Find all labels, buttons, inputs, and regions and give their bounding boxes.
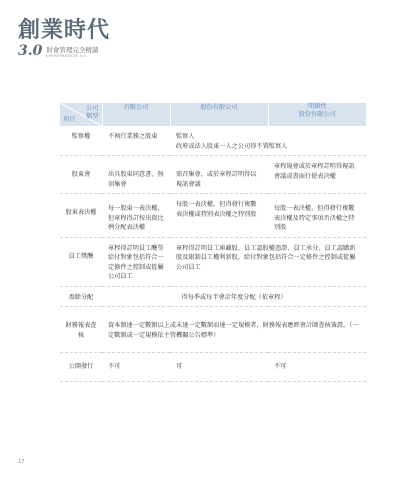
page-number: 17 bbox=[18, 459, 25, 465]
row-label: 員工獎酬 bbox=[60, 237, 102, 286]
row-label: 財務報表查核 bbox=[60, 307, 102, 353]
table-cell: 每股一表決權，但得發行複數表決權或特別表決權之特別股 bbox=[170, 194, 268, 238]
subtitle-row bbox=[18, 44, 110, 59]
table-cell: 不可 bbox=[102, 353, 170, 382]
table-row-public-offering bbox=[60, 353, 366, 382]
page-header bbox=[18, 18, 110, 59]
corner-cell bbox=[60, 103, 102, 126]
table-row-audit bbox=[60, 307, 366, 353]
table-row-voting-rights bbox=[60, 194, 366, 238]
version-number: 3.0 bbox=[18, 43, 43, 59]
table-cell: 不執行業務之股東 bbox=[102, 126, 170, 156]
table-cell: 得每季或每半會計年度分配（依章程） bbox=[102, 286, 366, 307]
company-comparison-table bbox=[60, 103, 366, 382]
table-row-employee-compensation bbox=[60, 237, 366, 286]
table-cell: 資本額達一定數額以上或未達一定數額而達一定規模者，財務報表應經會計師查核簽證。（一定數額或一定規模依主管機關公告標準） bbox=[102, 307, 366, 353]
row-label: 盈餘分配 bbox=[60, 286, 102, 307]
table-cell: 監察人 政府或法人股東一人之公司得不置監察人 bbox=[170, 126, 366, 156]
table-row-dividend bbox=[60, 286, 366, 307]
row-label: 股東表決權 bbox=[60, 194, 102, 238]
table-header-row bbox=[60, 103, 366, 126]
table-cell: 章程得訂明員工酬勞給付對象包括符合一定條件之控制或從屬公司員工 bbox=[102, 237, 170, 286]
table-row-shareholder-meeting bbox=[60, 156, 366, 194]
table-cell: 每股一表決權，但得發行複數表決權及特定事項否決權之特別股 bbox=[268, 194, 366, 238]
corner-company-type: 公司 類型 bbox=[86, 105, 99, 120]
table-cell: 章程得訂明員工庫藏股、員工認股權憑證、員工承分、員工認購新股及限制員工權利新股，給付對象包括符合一定條件之控制或從屬公司員工 bbox=[170, 237, 366, 286]
column-header-corporation: 股份有限公司 bbox=[170, 103, 268, 126]
table-cell: 出具股東同意書，無須集會 bbox=[102, 156, 170, 194]
row-label: 股東會 bbox=[60, 156, 102, 194]
table-row-supervision bbox=[60, 126, 366, 156]
corner-item: 項目 bbox=[63, 115, 76, 123]
subtitle-english: ENTREPRENEUR 3.0 bbox=[46, 54, 87, 58]
row-label: 監察權 bbox=[60, 126, 102, 156]
table-cell: 每一股東一表決權，但章程得訂按出資比例分配表決權 bbox=[102, 194, 170, 238]
subtitle-block bbox=[46, 46, 98, 59]
book-title: 創業時代 bbox=[18, 18, 111, 43]
column-header-limited: 有限公司 bbox=[102, 103, 170, 126]
table-cell: 章程規會或於章程訂明得視訊會議或書面行使表決權 bbox=[268, 156, 366, 194]
row-label: 公開發行 bbox=[60, 353, 102, 382]
table-cell: 可 bbox=[170, 353, 268, 382]
table-cell: 不可 bbox=[268, 353, 366, 382]
table-cell: 需召集會，或於章程訂明得以視訊會議 bbox=[170, 156, 268, 194]
column-header-closely-held: 閉鎖性 股份有限公司 bbox=[268, 103, 366, 126]
subtitle-chinese: 財會管理完全精讀 bbox=[46, 46, 99, 54]
